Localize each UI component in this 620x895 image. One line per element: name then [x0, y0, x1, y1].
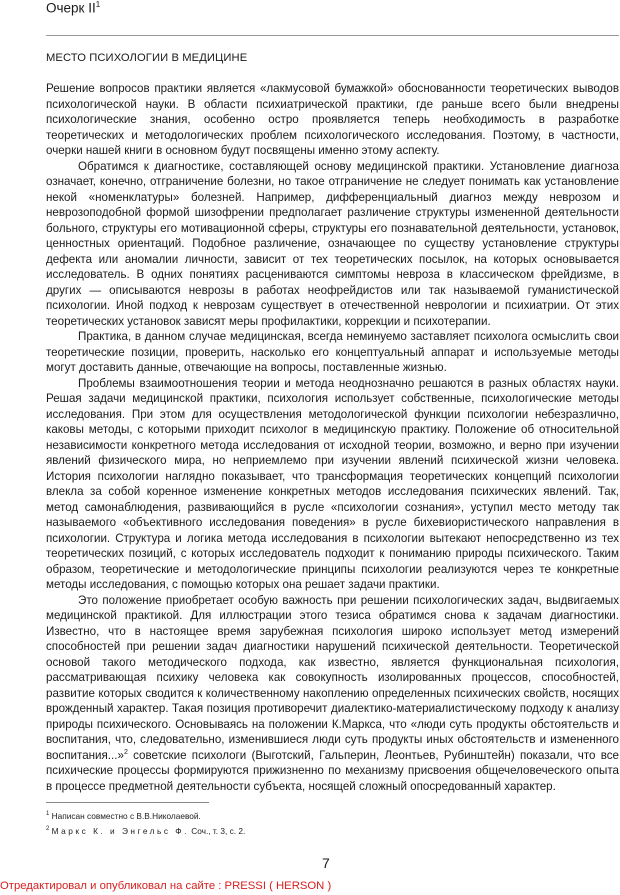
- publisher-watermark: Отредактировал и опубликовал на сайте : PRESSI ( HERSON ): [0, 880, 332, 892]
- footnote-1-text: Написан совместно с В.В.Николаевой.: [51, 811, 201, 821]
- header-divider: [46, 35, 619, 36]
- page-number: 7: [322, 855, 330, 871]
- paragraph-5-text: Это положение приобретает особую важность при решении психологических задач, выдвигаемых медицинской практикой. Для иллюстрации этого тезиса обратимся снова к задачам диагностики. Известно, что в настоящее время зарубежная психология широко использует метод измерений способностей при решении задач диагностики нарушений психической деятельности. Теоретической основой такого методического подхода, как известно, является функциональная психология, рассматривающая психику человека как совокупность изолированных процессов, способностей, развитие которых сводится к количественному накоплению определенных психических свойств, носящих врожденный характер. Такая позиция противоречит диалектико-материалистическому подходу к анализу природы психического. Основываясь на положении К.Маркса, что «люди суть продукты обстоятельств и воспитания, что, следовательно, изменившиеся люди суть продукты иных обстоятельств и измененного воспитания...»: [46, 593, 619, 762]
- footnote-2: [46, 826, 245, 836]
- paragraph-5-footnote-mark[interactable]: 2: [123, 748, 128, 756]
- paragraph-5: [46, 593, 619, 795]
- paragraph-3: Практика, в данном случае медицинская, всегда неминуемо заставляет психолога осмыслить свои теоретические позиции, проверить, насколько его концептуальный аппарат и используемые методы могут доставить данные, отвечающие на вопросы, поставленные жизнью.: [46, 330, 619, 374]
- footnote-2-mark: 2: [46, 826, 50, 833]
- section-title: МЕСТО ПСИХОЛОГИИ В МЕДИЦИНЕ: [46, 52, 248, 64]
- chapter-title: Очерк II: [46, 0, 96, 16]
- footnote-divider: [46, 802, 209, 803]
- footnote-1: [46, 811, 201, 821]
- body-text: [46, 81, 619, 794]
- paragraph-4: Проблемы взаимоотношения теории и метода неоднозначно решаются в разных областях науки. Решая задачи медицинской практики, психология использует собственные, психологические методы исследования. При этом для осуществления методологической функции психологии небезразлично, каковы методы, с которыми приходит психолог в медицинскую практику. Положение об относительной независимости конкретного метода исследования от исходной теории, возможно, и верно при изучении явлений физического мира, но неприемлемо при изучении явлений психической жизни человека. История психологии наглядно показывает, что трансформация теоретических концепций психологии влекла за собой коренное изменение конкретных методов исследования психических явлений. Так, метод самонаблюдения, развивающийся в русле «психологии сознания», уступил место методу так называемого «объективного исследования поведения» в русле бихевиористического направления в психологии. Структура и логика метода исследования в психологии вытекают непосредственно из тех теоретических позиций, с которых исследователь подходит к пониманию природы психического. Таким образом, теоретические и методологические принципы психологии реализуются через те конкретные методы исследования, с помощью которых она решает задачи практики.: [46, 376, 619, 591]
- footnote-2-text: Соч., т. 3, с. 2.: [191, 826, 246, 836]
- paragraph-2: Обратимся к диагностике, составляющей основу медицинской практики. Установление диагноза означает, конечно, отграничение болезни, но такое отграничение не следует понимать как установление некой «номенклатуры» болезней. Например, дифференциальный диагноз между неврозом и неврозоподобной формой шизофрении предполагает различение структуры измененной деятельности больного, структуры его мотивационной сферы, структуры его познавательной деятельности, установок, ценностных ориентаций. Подобное различение, означающее по существу установление структуры дефекта или аномалии личности, зависит от тех теоретических посылок, на которых основывается исследователь. В одних понятиях расцениваются симптомы невроза в классическом фрейдизме, в других — описываются неврозы в работах неофрейдистов или так называемой гуманистической психологии. Иной подход к неврозам существует в отечественной неврологии и психиатрии. От этих теоретических установок зависят меры профилактики, коррекции и психотерапии.: [46, 159, 619, 328]
- paragraph-1: Решение вопросов практики является «лакмусовой бумажкой» обоснованности теоретических выводов психологической науки. В области психиатрической практики, где раньше всего были внедрены психологические знания, особенно остро проявляется теперь необходимость в разработке теоретических и методологических проблем психологического исследования. Поэтому, в частности, очерки нашей книги в основном будут посвящены именно этому аспекту.: [46, 82, 619, 157]
- footnote-1-mark: 1: [46, 811, 50, 818]
- paragraph-5-continuation: советские психологи (Выготский, Гальперин, Леонтьев, Рубинштейн) показали, что все психические процессы формируются прижизненно по механизму присвоения общечеловеческого опыта в процессе предметной деятельности субъекта, носящей сложный опосредованный характер.: [46, 748, 619, 793]
- footnote-2-author: Маркс К. и Энгельс Ф.: [51, 826, 189, 836]
- chapter-footnote-mark[interactable]: 1: [95, 0, 101, 9]
- chapter-header: [46, 0, 100, 16]
